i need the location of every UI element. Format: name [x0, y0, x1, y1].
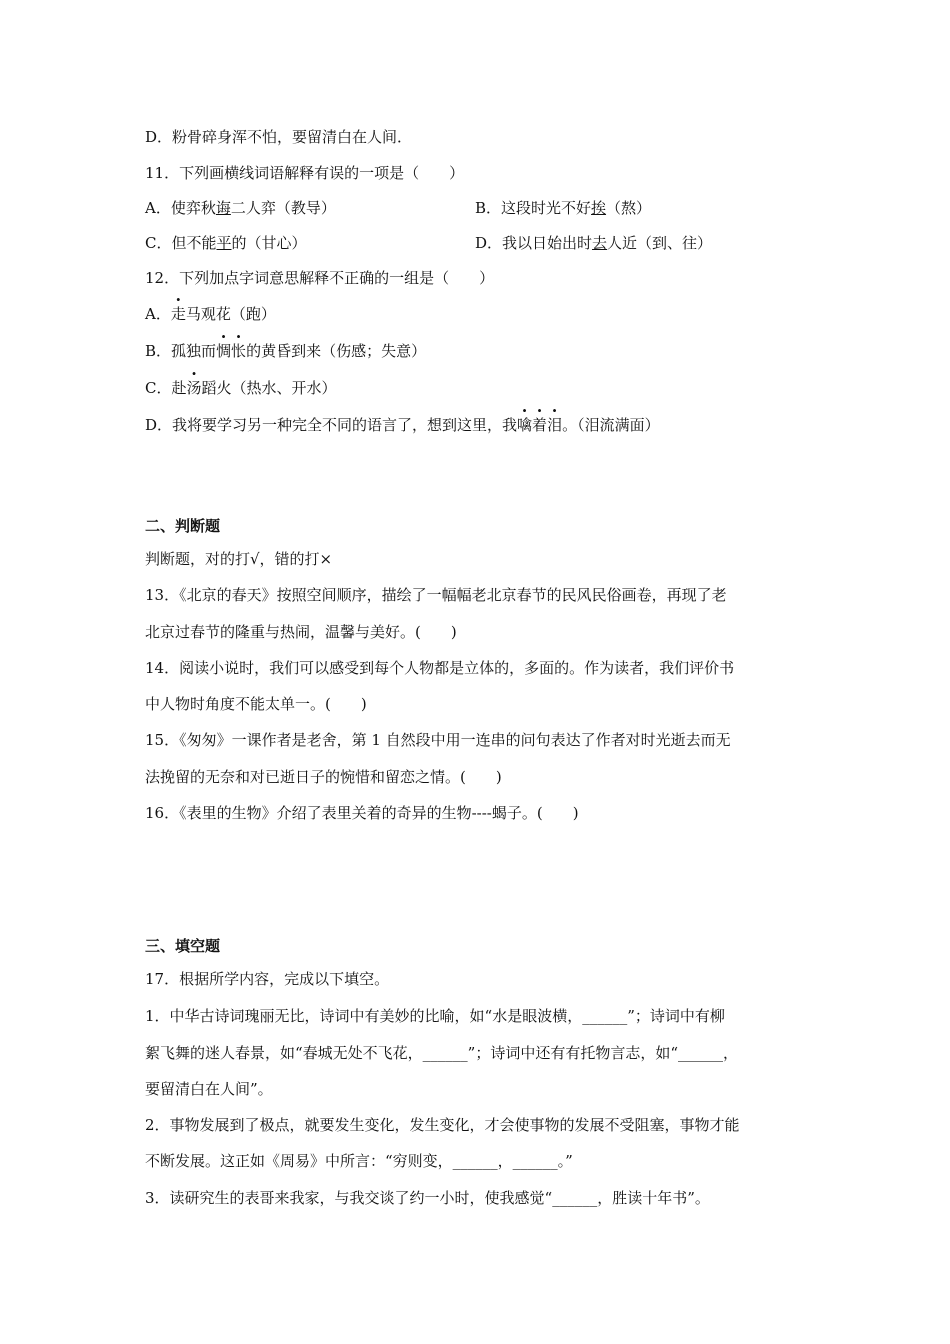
dotted-char: 走 — [170, 305, 186, 323]
option-d-suffix: 。（泪流满面） — [562, 416, 660, 434]
option-a-prefix: A．使弈秋 — [145, 199, 216, 217]
dotted-char: 泪 — [547, 416, 563, 434]
question-11-option-c — [145, 233, 307, 253]
question-12-option-b — [145, 341, 426, 361]
question-12-option-d — [145, 415, 660, 435]
question-13-line-1: 13．《北京的春天》按照空间顺序，描绘了一幅幅老北京春节的民风民俗画卷，再现了老 — [145, 586, 727, 604]
dotted-char: 汤 — [186, 379, 202, 397]
section-heading-fill-blank: 三、填空题 — [145, 937, 221, 955]
question-15-line-1: 15．《匆匆》一课作者是老舍，第 1 自然段中用一连串的问句表达了作者对时光逝去而无 — [145, 731, 731, 749]
option-c-prefix: C．赴 — [145, 379, 187, 397]
question-12-option-a — [145, 304, 276, 324]
option-c-suffix: 的（甘心） — [231, 234, 307, 252]
question-11-option-a — [145, 198, 336, 218]
question-14-line-2: 中人物时角度不能太单一。( ) — [145, 695, 367, 713]
option-b-suffix: 的黄昏到来（伤感；失意） — [246, 342, 427, 360]
question-13-line-2: 北京过春节的隆重与热闹，温馨与美好。( ) — [145, 623, 457, 641]
dotted-char: 着 — [532, 416, 548, 434]
dotted-char: 噙 — [517, 416, 533, 434]
question-12-stem: 12．下列加点字词意思解释不正确的一组是（ ） — [145, 269, 495, 287]
question-11-option-b — [475, 198, 651, 218]
question-10-option-d: D．粉骨碎身浑不怕，要留清白在人间． — [145, 128, 413, 146]
underlined-word: 诲 — [215, 199, 231, 217]
option-b-suffix: （熬） — [606, 199, 652, 217]
question-16: 16．《表里的生物》介绍了表里关着的奇异的生物----蝎子。( ) — [145, 804, 579, 822]
question-11-stem: 11．下列画横线词语解释有误的一项是（ ） — [145, 164, 465, 182]
option-d-prefix: D．我将要学习另一种完全不同的语言了，想到这里，我 — [145, 416, 518, 434]
question-12-option-c — [145, 378, 337, 398]
underlined-word: 平 — [216, 234, 232, 252]
fill-item-2-line-1: 2．事物发展到了极点，就要发生变化，发生变化，才会使事物的发展不受阻塞，事物才能 — [145, 1116, 740, 1134]
option-a-suffix: 马观花（跑） — [185, 305, 276, 323]
fill-item-2-line-2: 不断发展。这正如《周易》中所言：“穷则变，______，______。” — [145, 1152, 573, 1170]
fill-item-1-line-1: 1．中华古诗词瑰丽无比，诗词中有美妙的比喻，如“水是眼波横，______”；诗词中有柳 — [145, 1007, 725, 1025]
option-a-prefix: A． — [145, 305, 171, 323]
fill-item-1-line-3: 要留清白在人间”。 — [145, 1080, 273, 1098]
underlined-word: 去 — [592, 234, 608, 252]
dotted-char: 惆 — [216, 342, 232, 360]
question-11-option-d — [475, 233, 712, 253]
option-a-suffix: 二人弈（教导） — [230, 199, 336, 217]
option-d-prefix: D．我以日始出时 — [475, 234, 593, 252]
judgement-instruction: 判断题，对的打√，错的打× — [145, 550, 333, 568]
option-c-prefix: C．但不能 — [145, 234, 217, 252]
option-c-suffix: 蹈火（热水、开水） — [201, 379, 337, 397]
question-14-line-1: 14．阅读小说时，我们可以感受到每个人物都是立体的，多面的。作为读者，我们评价书 — [145, 659, 735, 677]
question-15-line-2: 法挽留的无奈和对已逝日子的惋惜和留恋之情。( ) — [145, 768, 502, 786]
dotted-char: 怅 — [231, 342, 247, 360]
fill-item-3: 3．读研究生的表哥来我家，与我交谈了约一小时，使我感觉“______，胜读十年书”。 — [145, 1189, 710, 1207]
fill-item-1-line-2: 絮飞舞的迷人春景，如“春城无处不飞花，______”；诗词中还有有托物言志，如“______， — [145, 1044, 739, 1062]
option-b-prefix: B．这段时光不好 — [475, 199, 592, 217]
option-d-suffix: 人近（到、往） — [607, 234, 713, 252]
section-heading-judgement: 二、判断题 — [145, 517, 221, 535]
option-b-prefix: B．孤独而 — [145, 342, 217, 360]
underlined-word: 挨 — [591, 199, 607, 217]
question-17-stem: 17．根据所学内容，完成以下填空。 — [145, 970, 390, 988]
